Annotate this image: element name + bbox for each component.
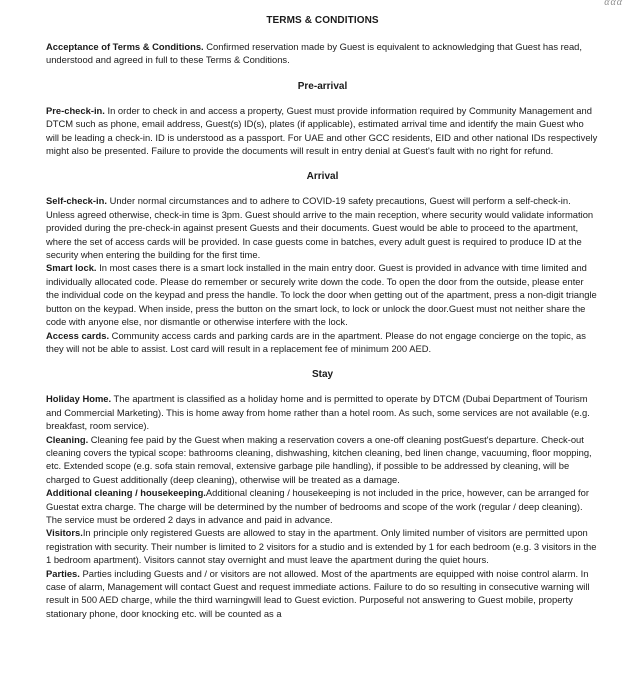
- clause-heading: Visitors.: [46, 527, 83, 539]
- clause-text: In most cases there is a smart lock installed in the main entry door. Guest is provided in advance with time limited and individually allocated code. Please do remember or securely write down the code. To open the door from the outside, please enter the individual code on the keypad and press the handle. To lock the door when getting out of the apartment, press a non-digit triangle button on the keypad. When inside, press the button on the smart lock, to lock or unlock the door.Guest must not neither share the code with anyone else, nor dismantle or otherwise interfere with the lock.: [46, 262, 597, 328]
- clause-smart-lock: [46, 261, 599, 328]
- clause-heading: Holiday Home.: [46, 393, 112, 405]
- clause-text: Confirmed reservation made by Guest is equivalent to acknowledging that Guest has read, understood and agreed in full to these Terms & Conditions.: [46, 41, 583, 66]
- clause-heading: Acceptance of Terms & Conditions.: [46, 41, 204, 52]
- clause-text: The apartment is classified as a holiday home and is permitted to operate by DTCM (Dubai Department of Tourism and Commercial Marketing). This is home away from home rather than a hotel room. As such, some services are not available (e.g. breakfast, room service).: [46, 393, 590, 432]
- clause-heading: Additional cleaning / housekeeping.: [46, 487, 206, 499]
- clause-parties: [46, 567, 599, 621]
- clause-text: In order to check in and access a property, Guest must provide information required by Community Management and DTCM such as phone, email address, Guest(s) ID(s), plates (if applicable), estimated arrival time and identify the main Guest who will be leading a check-in. ID is understood as a passport. For UAE and other GCC residents, EID and other national IDs respectively might also be presented. Failure to provide the documents will result in entry denial at Guest's fault with no right for refund.: [46, 104, 598, 157]
- clause-self-check-in: [46, 194, 599, 261]
- clause-cleaning: [46, 433, 599, 487]
- section-heading-stay: Stay: [311, 369, 334, 381]
- clause-text: Community access cards and parking cards are in the apartment. Please do not engage concierge on the topic, as they will not be able to assist. Lost card will result in a replacement fee of minimum 200 AED.: [46, 329, 586, 354]
- document-title: TERMS & CONDITIONS: [266, 15, 379, 26]
- clause-acceptance: [46, 40, 599, 67]
- clause-text: Parties including Guests and / or visitors are not allowed. Most of the apartments are equipped with noise control alarm. In case of alarm, Management will contact Guest and request immediate actions. Failure to do so resulting in consecutive warning will result in 500 AED charge, while the third warningwill lead to Guest eviction. Purposeful not answering to Guest mobile, property stationary phone, door knocking etc. will be counted as a: [46, 567, 590, 619]
- clause-access-cards: [46, 329, 599, 356]
- clause-holiday-home: [46, 392, 599, 432]
- clause-additional-cleaning: [46, 486, 599, 526]
- clause-heading: Smart lock.: [46, 262, 97, 274]
- clause-visitors: [46, 526, 599, 566]
- terms-document: [46, 0, 599, 620]
- clause-text: Additional cleaning / housekeeping is not included in the price, however, can be arranged for Guestat extra charge. The charge will be determined by the number of bedrooms and scope of the work (regular / deep cleaning). The service must be ordered 2 days in advance and paid in advance.: [46, 487, 589, 525]
- section-heading-pre-arrival: Pre-arrival: [297, 80, 348, 92]
- clause-text: Under normal circumstances and to adhere to COVID-19 safety precautions, Guest will perform a self-check-in. Unless agreed otherwise, check-in time is 3pm. Guest should arrive to the main reception, where security would validate information provided during the pre-check-in against present Guests and their documents. Guest would be able to proceed to the apartment, where the set of access cards will be provided. In case guests come in batches, every adult guest is required to produce ID at the security when entering the building for the first time.: [46, 195, 594, 261]
- clause-heading: Access cards.: [46, 329, 110, 341]
- clause-heading: Pre-check-in.: [46, 104, 105, 116]
- section-heading-arrival: Arrival: [306, 171, 339, 183]
- clause-heading: Self-check-in.: [46, 195, 107, 207]
- corner-mark: ααα: [604, 0, 623, 8]
- clause-heading: Parties.: [46, 567, 80, 579]
- clause-text: In principle only registered Guests are allowed to stay in the apartment. Only limited number of visitors are permitted upon registration with security. Their number is limited to 2 visitors for a studio and is extended by 1 for each bedroom (e.g. 3 visitors in the 1 bedroom apartment). Visitors cannot stay overnight and must leave the apartment during the quiet hours.: [46, 527, 597, 566]
- clause-text: Cleaning fee paid by the Guest when making a reservation covers a one-off cleaning postGuest's departure. Check-out cleaning covers the typical scope: bathrooms cleaning, dishwashing, kitchen cleaning, bed linen change, vacuuming, floor mopping, etc. Extended scope (e.g. sofa stain removal, extensive garbage pile handling), if possible to be addressed by cleaning, will be charged to Guest additionally (deep cleaning), otherwise will be treated as a damage.: [46, 433, 592, 485]
- clause-pre-check-in: [46, 104, 599, 158]
- clause-heading: Cleaning.: [46, 433, 89, 445]
